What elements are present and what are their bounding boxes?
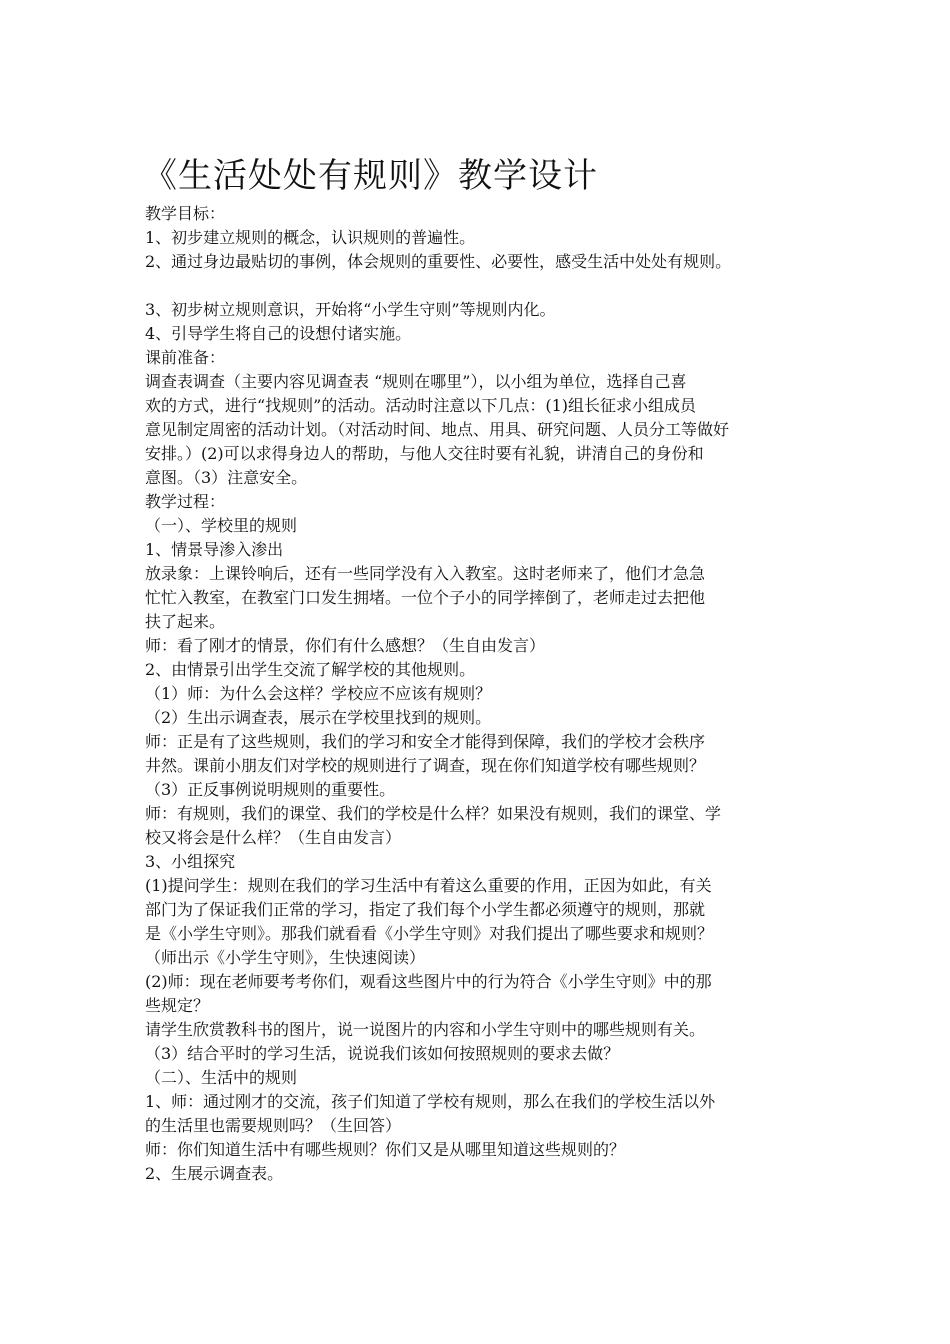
process-line: 1、师：通过刚才的交流，孩子们知道了学校有规则，那么在我们的学校生活以外 [145, 1092, 716, 1111]
process-line: （1）师：为什么会这样？学校应不应该有规则？ [145, 684, 492, 703]
document-title: 《生活处处有规则》教学设计 [143, 156, 598, 196]
preparation-line: 欢的方式，进行“找规则”的活动。活动时注意以下几点：(1)组长征求小组成员 [145, 396, 697, 415]
preparation-line: 安排。）(2)可以求得身边人的帮助，与他人交往时要有礼貌，讲清自己的身份和 [145, 444, 704, 463]
process-line: (1)提问学生：规则在我们的学习生活中有着这么重要的作用，正因为如此，有关 [145, 876, 712, 895]
process-line: 校又将会是什么样？（生自由发言） [145, 828, 402, 847]
process-line: 的生活里也需要规则吗？（生回答） [145, 1116, 402, 1135]
process-line: 师：有规则，我们的课堂、我们的学校是什么样？如果没有规则，我们的课堂、学 [145, 804, 722, 823]
step-1-heading: 1、情景导渗入渗出 [145, 540, 284, 559]
document-page [145, 150, 813, 1186]
preparation-line: 意见制定周密的活动计划。（对活动时间、地点、用具、研究问题、人员分工等做好 [145, 420, 730, 439]
process-line: 是《小学生守则》。那我们就看看《小学生守则》对我们提出了哪些要求和规则？ [145, 924, 714, 943]
section-life-rules: （二）、生活中的规则 [145, 1068, 298, 1087]
process-line: 师：你们知道生活中有哪些规则？你们又是从哪里知道这些规则的？ [145, 1140, 626, 1159]
preparation-line: 调查表调查（主要内容见调查表 “规则在哪里”），以小组为单位，选择自己喜 [145, 372, 687, 391]
process-line: (2)师：现在老师要考考你们，观看这些图片中的行为符合《小学生守则》中的那 [145, 972, 712, 991]
heading-preparation: 课前准备： [145, 348, 226, 367]
goal-3: 3、初步树立规则意识，开始将“小学生守则”等规则内化。 [145, 300, 556, 319]
heading-teaching-goals: 教学目标： [145, 204, 226, 223]
process-line: （师出示《小学生守则》，生快速阅读） [145, 948, 426, 967]
process-line: 师：正是有了这些规则，我们的学习和安全才能得到保障，我们的学校才会秩序 [145, 732, 706, 751]
heading-teaching-process: 教学过程： [145, 492, 226, 511]
goal-4: 4、引导学生将自己的设想付诸实施。 [145, 324, 412, 343]
process-line: （3）结合平时的学习生活，说说我们该如何按照规则的要求去做？ [145, 1044, 620, 1063]
section-school-rules: （一）、学校里的规则 [145, 516, 298, 535]
preparation-line: 意图。（3）注意安全。 [145, 468, 308, 487]
process-line: （3）正反事例说明规则的重要性。 [145, 780, 396, 799]
process-line: 些规定？ [145, 996, 210, 1015]
process-line: 部门为了保证我们正常的学习，指定了我们每个小学生都必须遵守的规则，那就 [145, 900, 706, 919]
process-line: 忙忙入教室，在教室门口发生拥堵。一位个子小的同学摔倒了，老师走过去把他 [145, 588, 706, 607]
process-line: 扶了起来。 [145, 612, 226, 631]
blank-line [145, 274, 813, 298]
process-line: 师：看了刚才的情景，你们有什么感想？（生自由发言） [145, 636, 546, 655]
process-line: 放录象：上课铃响后，还有一些同学没有入入教室。这时老师来了，他们才急急 [145, 564, 706, 583]
step-3-heading: 3、小组探究 [145, 852, 236, 871]
process-line: （2）生出示调查表，展示在学校里找到的规则。 [145, 708, 492, 727]
process-line: 2、生展示调查表。 [145, 1164, 284, 1183]
process-line: 请学生欣赏教科书的图片，说一说图片的内容和小学生守则中的哪些规则有关。 [145, 1020, 706, 1039]
goal-2: 2、通过身边最贴切的事例，体会规则的重要性、必要性，感受生活中处处有规则。 [145, 252, 732, 271]
goal-1: 1、初步建立规则的概念，认识规则的普遍性。 [145, 228, 476, 247]
process-line: 井然。课前小朋友们对学校的规则进行了调查，现在你们知道学校有哪些规则？ [145, 756, 706, 775]
step-2-heading: 2、由情景引出学生交流了解学校的其他规则。 [145, 660, 476, 679]
document-body [145, 202, 813, 1186]
